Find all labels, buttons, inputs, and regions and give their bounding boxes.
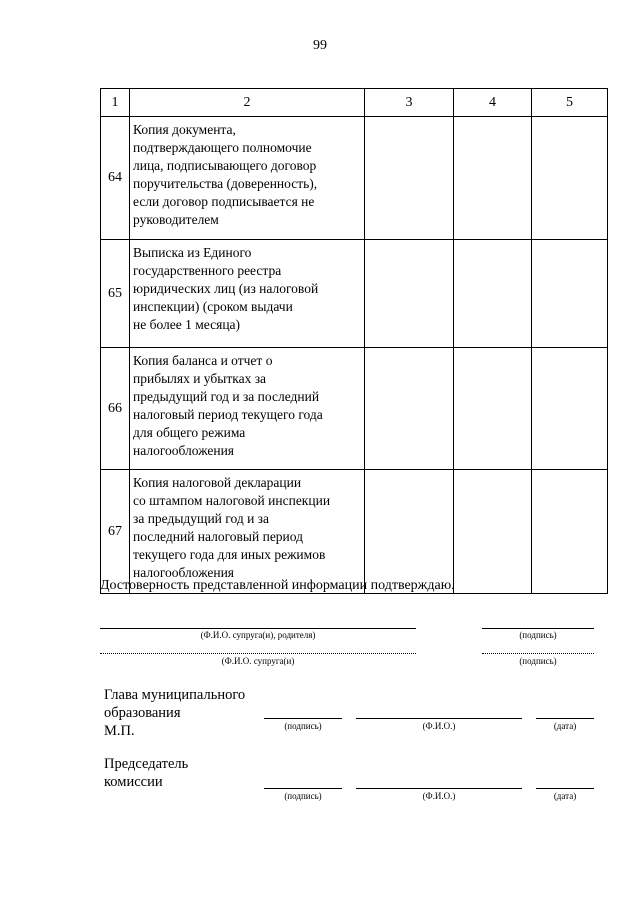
spouse-name-caption: (Ф.И.О. супруга(и) — [221, 656, 295, 666]
row-line: поручительства (доверенность), — [133, 176, 318, 191]
header-col-4: 4 — [454, 89, 532, 117]
cell-col-3 — [365, 348, 454, 470]
row-line: Копия документа, — [133, 122, 236, 137]
row-description — [130, 240, 365, 348]
head-name-caption: (Ф.И.О.) — [422, 721, 456, 731]
row-line: налогообложения — [133, 443, 235, 458]
row-line: за предыдущий год и за — [133, 511, 269, 526]
spouse-parent-name-caption: (Ф.И.О. супруга(и), родителя) — [200, 630, 316, 640]
row-line: Копия баланса и отчет о — [133, 353, 273, 368]
head-label-line: образования — [104, 705, 181, 721]
spouse-name-line — [100, 653, 416, 654]
row-description — [130, 348, 365, 470]
row-description — [130, 117, 365, 240]
cell-col-3 — [365, 240, 454, 348]
row-number: 65 — [101, 240, 130, 348]
row-line: налогообложения — [133, 565, 235, 580]
stamp-place-label: М.П. — [104, 723, 135, 739]
row-line: предыдущий год и за последний — [133, 389, 320, 404]
cell-col-5 — [532, 348, 608, 470]
chair-name-caption: (Ф.И.О.) — [422, 791, 456, 801]
row-line: если договор подписывается не — [133, 194, 315, 209]
row-line: со штампом налоговой инспекции — [133, 493, 331, 508]
header-col-5: 5 — [532, 89, 608, 117]
row-line: текущего года для иных режимов — [133, 547, 326, 562]
cell-col-4 — [454, 348, 532, 470]
cell-col-3 — [365, 470, 454, 594]
head-name-line — [356, 718, 522, 719]
table-row — [101, 348, 608, 470]
row-line: Копия налоговой декларации — [133, 475, 302, 490]
cell-col-5 — [532, 240, 608, 348]
chair-signature-line — [264, 788, 342, 789]
cell-col-5 — [532, 117, 608, 240]
row-line: последний налоговый период — [133, 529, 304, 544]
head-label-line: Глава муниципального — [104, 687, 246, 703]
head-label — [104, 686, 245, 740]
head-signature-caption: (подпись) — [284, 721, 322, 731]
cell-col-4 — [454, 117, 532, 240]
documents-table — [100, 88, 608, 594]
row-line: руководителем — [133, 212, 219, 227]
confirmation-text: Достоверность представленной информации подтверждаю. — [100, 578, 455, 593]
spouse-signature-line — [482, 653, 594, 654]
chair-label-line: Председатель — [104, 756, 189, 772]
row-description — [130, 470, 365, 594]
row-line: не более 1 месяца) — [133, 317, 241, 332]
head-signature-line — [264, 718, 342, 719]
chair-date-caption: (дата) — [553, 791, 577, 801]
spouse-parent-signature-caption: (подпись) — [519, 630, 557, 640]
spouse-signature-caption: (подпись) — [519, 656, 557, 666]
row-line: государственного реестра — [133, 263, 282, 278]
row-line: юридических лиц (из налоговой — [133, 281, 319, 296]
row-number: 66 — [101, 348, 130, 470]
row-line: инспекции) (сроком выдачи — [133, 299, 293, 314]
header-col-3: 3 — [365, 89, 454, 117]
chair-label — [104, 755, 188, 791]
head-date-line — [536, 718, 594, 719]
table-header-row — [101, 89, 608, 117]
head-date-caption: (дата) — [553, 721, 577, 731]
chair-name-line — [356, 788, 522, 789]
row-line: для общего режима — [133, 425, 246, 440]
chair-label-line: комиссии — [104, 774, 163, 790]
table-row — [101, 470, 608, 594]
row-line: подтверждающего полномочие — [133, 140, 312, 155]
cell-col-3 — [365, 117, 454, 240]
table-row — [101, 240, 608, 348]
row-line: прибылях и убытках за — [133, 371, 267, 386]
row-number: 64 — [101, 117, 130, 240]
header-col-1: 1 — [101, 89, 130, 117]
row-line: налоговый период текущего года — [133, 407, 323, 422]
row-line: лица, подписывающего договор — [133, 158, 317, 173]
table-row — [101, 117, 608, 240]
chair-date-line — [536, 788, 594, 789]
cell-col-4 — [454, 240, 532, 348]
chair-signature-caption: (подпись) — [284, 791, 322, 801]
spouse-parent-signature-line — [482, 628, 594, 629]
page-number: 99 — [313, 38, 327, 53]
cell-col-4 — [454, 470, 532, 594]
row-number: 67 — [101, 470, 130, 594]
cell-col-5 — [532, 470, 608, 594]
row-line: Выписка из Единого — [133, 245, 252, 260]
spouse-parent-name-line — [100, 628, 416, 629]
header-col-2: 2 — [130, 89, 365, 117]
